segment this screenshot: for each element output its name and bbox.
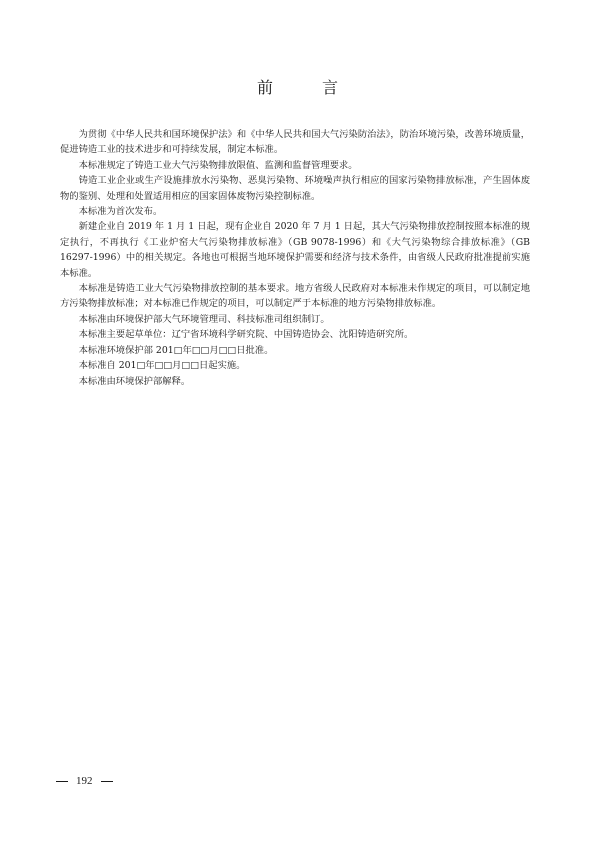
paragraph-basic-requirements: 本标准是铸造工业大气污染物排放控制的基本要求。地方省级人民政府对本标准未作规定的项目，可以制定地方污染物排放标准；对本标准已作规定的项目，可以制定严于本标准的地方污染物排放标准。 xyxy=(60,283,530,310)
paragraph-interpretation: 本标准由环境保护部解释。 xyxy=(78,375,191,387)
footer-dash-right xyxy=(101,781,113,782)
page-footer xyxy=(56,774,113,788)
paragraph-other-pollutants: 铸造工业企业或生产设施排放水污染物、恶臭污染物、环境噪声执行相应的国家污染物排放标准，产生固体废物的鉴别、处理和处置适用相应的国家固体废物污染控制标准。 xyxy=(60,175,530,202)
footer-dash-left xyxy=(56,781,68,782)
page-number: 192 xyxy=(76,775,93,787)
paragraph-effective-dates: 新建企业自 2019 年 1 月 1 日起，现有企业自 2020 年 7 月 1 日起，其大气污染物排放控制按照本标准的规定执行，不再执行《工业炉窑大气污染物排放标准》（GB 9078-1996）和《大气污染物综合排放标准》（GB 16297-1996）中的相关规定。各地也可根据当地环境保护需要和经济与技术条件，由省级人民政府批准提前实施本标准。 xyxy=(60,221,530,279)
paragraph-scope: 本标准规定了铸造工业大气污染物排放限值、监测和监督管理要求。 xyxy=(78,159,358,171)
paragraph-drafting-units: 本标准主要起草单位：辽宁省环境科学研究院、中国铸造协会、沈阳铸造研究所。 xyxy=(78,329,414,341)
page-title: 前 言 xyxy=(256,78,361,97)
preface-body xyxy=(60,127,530,389)
paragraph-organizer: 本标准由环境保护部大气环境管理司、科技标准司组织制订。 xyxy=(78,313,330,325)
paragraph-first-release: 本标准为首次发布。 xyxy=(78,206,163,218)
paragraph-purpose: 为贯彻《中华人民共和国环境保护法》和《中华人民共和国大气污染防治法》，防治环境污染，改善环境质量，促进铸造工业的技术进步和可持续发展，制定本标准。 xyxy=(60,129,530,156)
paragraph-implementation-date: 本标准自 201□年□□月□□日起实施。 xyxy=(78,360,246,372)
paragraph-approval-date: 本标准环境保护部 201□年□□月□□日批准。 xyxy=(78,344,274,356)
